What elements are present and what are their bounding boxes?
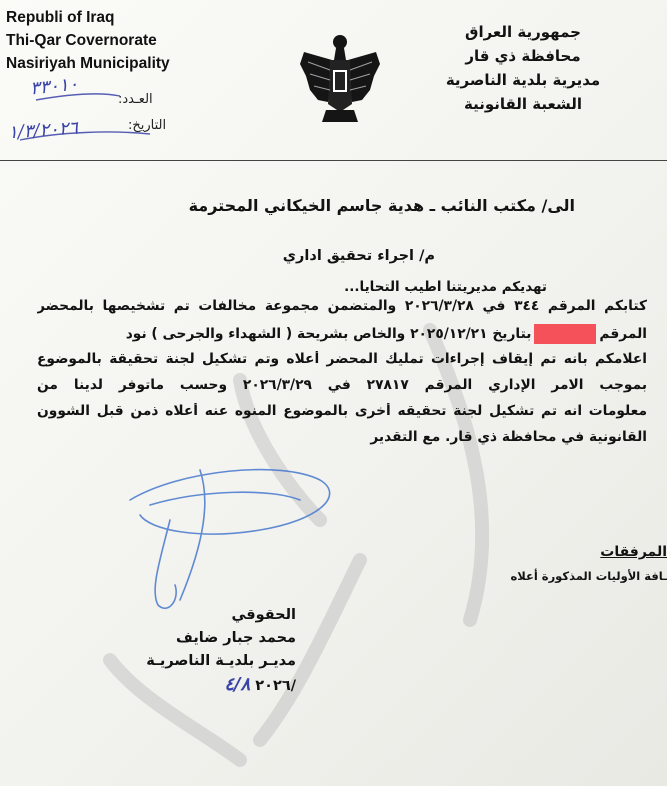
number-label: العـدد:	[118, 92, 153, 107]
redaction-box	[534, 324, 596, 344]
arabic-letterhead	[423, 20, 623, 116]
record-date-text: بتاريخ ٢٠٢٥/١٢/٢١ والخاص بشريحة ( الشهداء والجرحى ) نود	[125, 326, 532, 342]
body-line-1: كتابكم المرقم ٣٤٤ في ٢٠٢٦/٣/٢٨ والمتضمن مجموعة مخالفات تم تشخيصها بالمحضر	[37, 298, 647, 314]
signature-date-year: /٢٠٢٦	[255, 678, 296, 694]
body-line-6: القانونية في محافظة ذي قار. مع التقدير	[370, 429, 647, 445]
letterhead-governorate: Thi-Qar Covernorate	[6, 32, 157, 49]
header-divider	[0, 160, 667, 161]
body-line-3: اعلامكم بانه تم إيقاف إجراءات تمليك المحضر أعلاه وتم تشكيل لجنة تحقيقة بالموضوع	[37, 351, 647, 367]
letterhead-country: Republi of Iraq	[6, 9, 115, 26]
letterhead-municipality: Nasiriyah Municipality	[6, 55, 170, 72]
iraq-eagle-emblem-icon	[296, 30, 384, 130]
body-line-2	[37, 324, 647, 344]
attachments-item: ـافة الأوليات المذكورة أعلاه	[510, 569, 667, 583]
body-line-5: معلومات انه تم تشكيل لجنة تحقيقه أخرى بالموضوع المنوه عنه أعلاه ذمن قبل الشوون	[37, 403, 647, 419]
handwritten-date: ١/٣/٢٠٢٦	[7, 117, 79, 144]
date-label: التاريخ:	[128, 118, 167, 133]
signer-title: الحقوقي	[231, 607, 296, 623]
signature-date-handwritten: ٤/٨	[224, 674, 251, 695]
english-letterhead	[6, 6, 170, 75]
letterhead-ar-section: الشعبة القانونية	[463, 95, 583, 113]
subject-line: م/ اجراء تحقيق اداري	[282, 248, 435, 264]
signature-date	[96, 673, 296, 698]
attachments-title: المرفقات	[600, 544, 667, 560]
signature-block	[96, 604, 296, 698]
signer-position: مديـر بلديـة الناصريـة	[146, 653, 296, 669]
greeting-line: تهديكم مديريتنا اطيب التحايا...	[344, 279, 547, 295]
letterhead-ar-governorate: محافظة ذي قار	[465, 47, 581, 65]
record-number-label: المرقم	[599, 326, 647, 342]
body-line-4: بموجب الامر الإداري المرقم ٢٧٨١٧ في ٢٠٢٦/٣/٢٩ وحسب ماتوفر لدينا من	[37, 377, 647, 393]
signer-name: محمد جبار ضايف	[176, 630, 296, 646]
handwritten-number: ٣٣٠١٠	[29, 73, 80, 100]
letterhead-ar-directorate: مديرية بلدية الناصرية	[445, 71, 601, 89]
recipient-line: الى/ مكتب النائب ـ هدية جاسم الخيكاني المحترمة	[188, 196, 575, 215]
letterhead-ar-country: جمهورية العراق	[465, 23, 581, 41]
